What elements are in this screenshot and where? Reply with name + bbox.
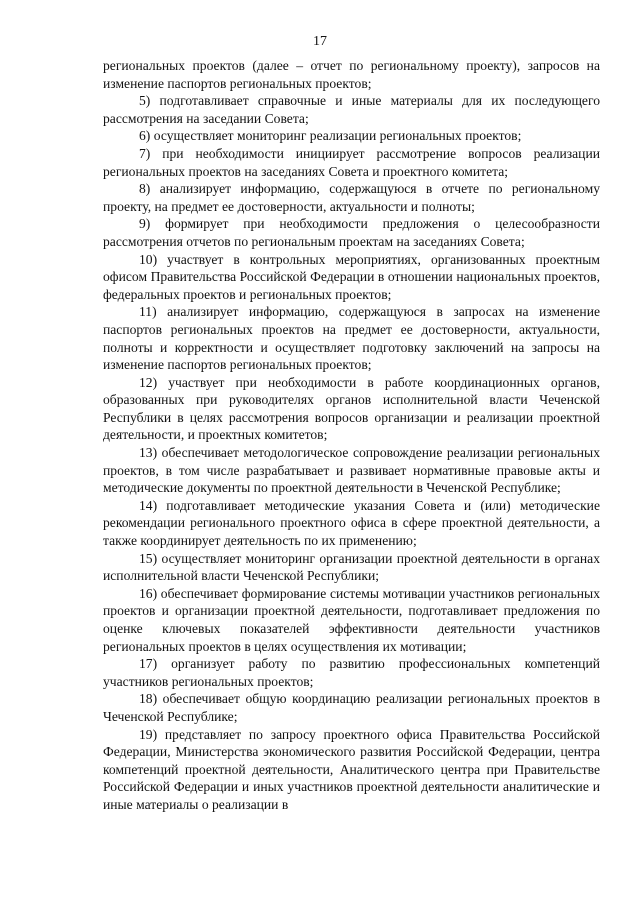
paragraph-item-5: 5) подготавливает справочные и иные материалы для их последующего рассмотрения на заседании Совета; bbox=[103, 93, 600, 126]
paragraph-item-7: 7) при необходимости инициирует рассмотрение вопросов реализации региональных проектов на заседаниях Совета и проектного комитета; bbox=[103, 145, 600, 179]
paragraph-item-14: 14) подготавливает методические указания Совета и (или) методические рекомендации регионального проектного офиса в сфере проектной деятельности, а также координирует деятельность по их применению; bbox=[103, 497, 600, 549]
paragraph-continuation: региональных проектов (далее – отчет по региональному проекту), запросов на изменение паспортов региональных проектов; bbox=[103, 58, 600, 91]
paragraph-item-6: 6) осуществляет мониторинг реализации региональных проектов; bbox=[139, 128, 522, 144]
paragraph-item-11: 11) анализирует информацию, содержащуюся в запросах на изменение паспортов региональных проектов на предмет ее достоверности, актуальности, полноты и корректности и осуществляет подготовку заключений на запросы на изменение паспортов региональных проектов; bbox=[103, 304, 600, 373]
paragraph-item-15: 15) осуществляет мониторинг организации проектной деятельности в органах исполнительной власти Чеченской Республики; bbox=[103, 550, 600, 584]
page-number: 17 bbox=[313, 34, 327, 49]
paragraph-item-12: 12) участвует при необходимости в работе координационных органов, образованных при руководителях органов исполнительной власти Чеченской Республики в целях рассмотрения вопросов организации и реализации проектной деятельности, и проектных комитетов; bbox=[103, 374, 600, 443]
document-body bbox=[103, 57, 600, 814]
paragraph-item-17: 17) организует работу по развитию профессиональных компетенций участников региональных проектов; bbox=[103, 656, 600, 689]
paragraph-item-9: 9) формирует при необходимости предложения о целесообразности рассмотрения отчетов по региональным проектам на заседаниях Совета; bbox=[103, 216, 600, 249]
paragraph-item-16: 16) обеспечивает формирование системы мотивации участников региональных проектов и организации проектной деятельности, подготавливает предложения по оценке ключевых показателей эффективности деятельности участников региональных проектов в целях осуществления их мотивации; bbox=[103, 585, 600, 654]
paragraph-item-13: 13) обеспечивает методологическое сопровождение реализации региональных проектов, в том числе разрабатывает и развивает нормативные правовые акты и методические документы по проектной деятельности в Чеченской Республике; bbox=[103, 445, 600, 496]
paragraph-item-8: 8) анализирует информацию, содержащуюся в отчете по региональному проекту, на предмет ее достоверности, актуальности и полноты; bbox=[103, 181, 600, 214]
paragraph-item-10: 10) участвует в контрольных мероприятиях, организованных проектным офисом Правительства Российской Федерации в отношении национальных проектов, федеральных проектов и региональных проектов; bbox=[103, 251, 600, 302]
paragraph-item-19: 19) представляет по запросу проектного офиса Правительства Российской Федерации, Министерства экономического развития Российской Федерации, центра компетенций проектной деятельности, Аналитического центра при Правительстве Российской Федерации и иных участников проектной деятельности аналитические и иные материалы о реализации в bbox=[103, 726, 600, 812]
paragraph-item-18: 18) обеспечивает общую координацию реализации региональных проектов в Чеченской Республике; bbox=[103, 691, 600, 724]
